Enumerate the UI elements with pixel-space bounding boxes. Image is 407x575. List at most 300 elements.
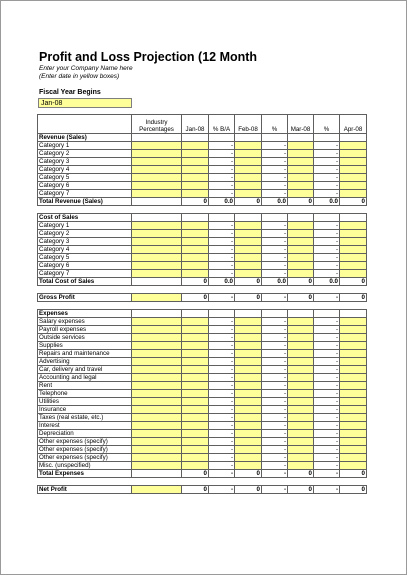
month-input[interactable] — [182, 270, 209, 278]
industry-input[interactable] — [132, 350, 182, 358]
month-input[interactable] — [340, 326, 367, 334]
expense-row — [38, 414, 367, 422]
expense-row — [38, 382, 367, 390]
month-input[interactable] — [235, 318, 262, 326]
month-input[interactable] — [235, 262, 262, 270]
month-input[interactable] — [235, 342, 262, 350]
month-input[interactable] — [288, 454, 314, 462]
section-header: Cost of Sales — [38, 214, 132, 222]
percent-cell: - — [209, 350, 235, 358]
spacer-cell — [235, 478, 262, 486]
month-input[interactable] — [235, 414, 262, 422]
month-input[interactable] — [340, 422, 367, 430]
month-input[interactable] — [288, 254, 314, 262]
percent-cell: - — [262, 158, 288, 166]
empty-cell — [209, 134, 235, 142]
month-input[interactable] — [288, 390, 314, 398]
percent-cell: - — [262, 422, 288, 430]
percent-cell: - — [209, 334, 235, 342]
month-input[interactable] — [340, 246, 367, 254]
month-input[interactable] — [182, 254, 209, 262]
expense-row — [38, 366, 367, 374]
percent-cell: - — [314, 230, 340, 238]
month-input[interactable] — [340, 350, 367, 358]
month-input[interactable] — [182, 438, 209, 446]
month-input[interactable] — [340, 254, 367, 262]
empty-cell — [262, 134, 288, 142]
header-mar: Mar-08 — [288, 115, 314, 134]
month-input[interactable] — [235, 398, 262, 406]
industry-input[interactable] — [132, 414, 182, 422]
percent-cell: - — [262, 326, 288, 334]
month-input[interactable] — [182, 158, 209, 166]
percent-cell: - — [262, 414, 288, 422]
percent-cell: - — [209, 454, 235, 462]
month-input[interactable] — [288, 158, 314, 166]
total-percent: - — [262, 470, 288, 478]
spacer-cell — [38, 302, 132, 310]
month-input[interactable] — [340, 150, 367, 158]
total-value: 0 — [288, 294, 314, 302]
month-input[interactable] — [340, 334, 367, 342]
month-input[interactable] — [340, 238, 367, 246]
month-input[interactable] — [340, 230, 367, 238]
month-input[interactable] — [288, 238, 314, 246]
month-input[interactable] — [288, 374, 314, 382]
month-input[interactable] — [340, 382, 367, 390]
month-input[interactable] — [288, 230, 314, 238]
total-percent: - — [262, 294, 288, 302]
month-input[interactable] — [288, 430, 314, 438]
row-label: Category 6 — [38, 262, 132, 270]
percent-cell: - — [209, 142, 235, 150]
industry-input[interactable] — [132, 334, 182, 342]
total-value: 0 — [182, 486, 209, 494]
month-input[interactable] — [340, 454, 367, 462]
row-label: Payroll expenses — [38, 326, 132, 334]
header-industry: Industry — [145, 119, 168, 126]
empty-cell — [340, 214, 367, 222]
month-input[interactable] — [182, 326, 209, 334]
month-input[interactable] — [288, 142, 314, 150]
total-percent: 0.0 — [314, 278, 340, 286]
section-header-row — [38, 134, 367, 142]
row-label: Accounting and legal — [38, 374, 132, 382]
revenue-row — [38, 158, 367, 166]
industry-input[interactable] — [132, 182, 182, 190]
revenue-row — [38, 150, 367, 158]
percent-cell: - — [262, 382, 288, 390]
month-input[interactable] — [288, 190, 314, 198]
month-input[interactable] — [235, 374, 262, 382]
empty-cell — [314, 134, 340, 142]
month-input[interactable] — [340, 446, 367, 454]
month-input[interactable] — [235, 390, 262, 398]
spacer-cell — [288, 286, 314, 294]
month-input[interactable] — [288, 406, 314, 414]
month-input[interactable] — [340, 142, 367, 150]
percent-cell: - — [262, 342, 288, 350]
month-input[interactable] — [182, 342, 209, 350]
industry-input[interactable] — [132, 318, 182, 326]
industry-input[interactable] — [132, 390, 182, 398]
spacer-cell — [209, 478, 235, 486]
spacer-cell — [314, 478, 340, 486]
spacer-row — [38, 206, 367, 214]
month-input[interactable] — [182, 182, 209, 190]
month-input[interactable] — [288, 334, 314, 342]
row-label: Other expenses (specify) — [38, 446, 132, 454]
industry-input[interactable] — [132, 230, 182, 238]
spacer-cell — [314, 286, 340, 294]
total-percent: 0.0 — [209, 278, 235, 286]
percent-cell: - — [209, 438, 235, 446]
month-input[interactable] — [235, 150, 262, 158]
percent-cell: - — [314, 358, 340, 366]
month-input[interactable] — [288, 414, 314, 422]
industry-input[interactable] — [132, 254, 182, 262]
industry-input[interactable] — [132, 446, 182, 454]
total-percent: 0.0 — [314, 198, 340, 206]
expense-row — [38, 438, 367, 446]
month-input[interactable] — [288, 270, 314, 278]
row-label: Utilities — [38, 398, 132, 406]
month-input[interactable] — [235, 142, 262, 150]
month-input[interactable] — [340, 430, 367, 438]
month-input[interactable] — [235, 166, 262, 174]
month-input[interactable] — [340, 158, 367, 166]
percent-cell: - — [209, 318, 235, 326]
empty-cell — [340, 134, 367, 142]
month-input[interactable] — [340, 406, 367, 414]
cost-row — [38, 246, 367, 254]
month-input[interactable] — [340, 318, 367, 326]
month-input[interactable] — [288, 174, 314, 182]
month-input[interactable] — [235, 446, 262, 454]
percent-cell: - — [314, 454, 340, 462]
row-label: Category 7 — [38, 270, 132, 278]
revenue-row — [38, 166, 367, 174]
expense-row — [38, 318, 367, 326]
industry-input[interactable] — [132, 430, 182, 438]
industry-input[interactable] — [132, 174, 182, 182]
month-input[interactable] — [182, 422, 209, 430]
month-input[interactable] — [235, 174, 262, 182]
month-input[interactable] — [288, 222, 314, 230]
total-percent: - — [209, 470, 235, 478]
month-input[interactable] — [340, 398, 367, 406]
month-input[interactable] — [235, 190, 262, 198]
spacer-cell — [288, 206, 314, 214]
spacer-cell — [209, 286, 235, 294]
industry-input[interactable] — [132, 326, 182, 334]
month-input[interactable] — [340, 462, 367, 470]
month-input[interactable] — [235, 334, 262, 342]
month-input[interactable] — [182, 374, 209, 382]
month-input[interactable] — [182, 462, 209, 470]
section-header: Revenue (Sales) — [38, 134, 132, 142]
month-input[interactable] — [235, 230, 262, 238]
expense-row — [38, 374, 367, 382]
gross-profit-row — [38, 294, 367, 302]
spacer-cell — [182, 302, 209, 310]
month-input[interactable] — [235, 366, 262, 374]
month-input[interactable] — [235, 406, 262, 414]
month-input[interactable] — [182, 334, 209, 342]
month-input[interactable] — [288, 358, 314, 366]
month-input[interactable] — [182, 142, 209, 150]
industry-input[interactable] — [132, 270, 182, 278]
month-input[interactable] — [235, 462, 262, 470]
month-input[interactable] — [340, 190, 367, 198]
revenue-row — [38, 142, 367, 150]
percent-cell: - — [262, 430, 288, 438]
industry-input[interactable] — [132, 262, 182, 270]
industry-input[interactable] — [132, 454, 182, 462]
percent-cell: - — [262, 454, 288, 462]
month-input[interactable] — [288, 438, 314, 446]
month-input[interactable] — [340, 166, 367, 174]
month-input[interactable] — [235, 238, 262, 246]
percent-cell: - — [314, 222, 340, 230]
month-input[interactable] — [182, 318, 209, 326]
revenue-row — [38, 174, 367, 182]
month-input[interactable] — [235, 246, 262, 254]
month-input[interactable] — [235, 182, 262, 190]
month-input[interactable] — [288, 318, 314, 326]
percent-cell: - — [209, 422, 235, 430]
month-input[interactable] — [288, 182, 314, 190]
total-value: 0 — [340, 294, 367, 302]
header-label-cell — [38, 115, 132, 134]
month-input[interactable] — [288, 262, 314, 270]
month-input[interactable] — [182, 446, 209, 454]
section-header-row — [38, 214, 367, 222]
industry-input[interactable] — [132, 438, 182, 446]
month-input[interactable] — [235, 350, 262, 358]
row-label: Category 2 — [38, 230, 132, 238]
percent-cell: - — [314, 238, 340, 246]
spacer-cell — [340, 206, 367, 214]
month-input[interactable] — [182, 190, 209, 198]
industry-input[interactable] — [132, 406, 182, 414]
month-input[interactable] — [340, 182, 367, 190]
month-input[interactable] — [288, 462, 314, 470]
month-input[interactable] — [182, 382, 209, 390]
spacer-cell — [262, 206, 288, 214]
percent-cell: - — [262, 398, 288, 406]
month-input[interactable] — [288, 326, 314, 334]
month-input[interactable] — [235, 422, 262, 430]
month-input[interactable] — [235, 358, 262, 366]
spacer-cell — [288, 302, 314, 310]
industry-input[interactable] — [132, 366, 182, 374]
total-percent: - — [209, 294, 235, 302]
month-input[interactable] — [182, 358, 209, 366]
empty-cell — [314, 310, 340, 318]
row-label: Insurance — [38, 406, 132, 414]
month-input[interactable] — [288, 382, 314, 390]
industry-input[interactable] — [132, 166, 182, 174]
total-value: 0 — [288, 278, 314, 286]
projection-table — [37, 114, 367, 494]
month-input[interactable] — [235, 438, 262, 446]
month-input[interactable] — [340, 262, 367, 270]
month-input[interactable] — [182, 366, 209, 374]
month-input[interactable] — [340, 390, 367, 398]
row-label: Salary expenses — [38, 318, 132, 326]
percent-cell: - — [209, 462, 235, 470]
month-input[interactable] — [182, 166, 209, 174]
revenue-row — [38, 190, 367, 198]
row-label: Other expenses (specify) — [38, 454, 132, 462]
percent-cell: - — [314, 318, 340, 326]
industry-input[interactable] — [132, 150, 182, 158]
month-input[interactable] — [235, 454, 262, 462]
industry-input[interactable] — [132, 358, 182, 366]
month-input[interactable] — [182, 414, 209, 422]
expense-row — [38, 350, 367, 358]
month-input[interactable] — [235, 382, 262, 390]
percent-cell: - — [314, 270, 340, 278]
industry-cell[interactable] — [132, 486, 182, 494]
month-input[interactable] — [235, 430, 262, 438]
month-input[interactable] — [182, 238, 209, 246]
month-input[interactable] — [182, 430, 209, 438]
empty-cell — [235, 310, 262, 318]
percent-cell: - — [314, 142, 340, 150]
month-input[interactable] — [288, 398, 314, 406]
month-input[interactable] — [182, 262, 209, 270]
industry-input[interactable] — [132, 398, 182, 406]
row-label: Taxes (real estate, etc.) — [38, 414, 132, 422]
month-input[interactable] — [235, 158, 262, 166]
row-label: Category 1 — [38, 142, 132, 150]
fiscal-year-input[interactable]: Jan-08 — [38, 98, 132, 108]
total-value: 0 — [235, 486, 262, 494]
total-value: 0 — [340, 278, 367, 286]
month-input[interactable] — [340, 366, 367, 374]
month-input[interactable] — [288, 150, 314, 158]
month-input[interactable] — [288, 350, 314, 358]
industry-input[interactable] — [132, 342, 182, 350]
month-input[interactable] — [340, 358, 367, 366]
percent-cell: - — [314, 182, 340, 190]
total-value: 0 — [235, 278, 262, 286]
month-input[interactable] — [182, 406, 209, 414]
spacer-row — [38, 286, 367, 294]
spacer-cell — [288, 478, 314, 486]
percent-cell: - — [209, 174, 235, 182]
row-label: Car, delivery and travel — [38, 366, 132, 374]
empty-cell — [262, 214, 288, 222]
percent-cell: - — [209, 374, 235, 382]
industry-input[interactable] — [132, 246, 182, 254]
month-input[interactable] — [340, 342, 367, 350]
industry-input[interactable] — [132, 462, 182, 470]
month-input[interactable] — [340, 438, 367, 446]
industry-input[interactable] — [132, 422, 182, 430]
spacer-cell — [340, 302, 367, 310]
industry-input[interactable] — [132, 222, 182, 230]
month-input[interactable] — [340, 270, 367, 278]
month-input[interactable] — [182, 350, 209, 358]
industry-input[interactable] — [132, 238, 182, 246]
month-input[interactable] — [340, 174, 367, 182]
month-input[interactable] — [182, 398, 209, 406]
industry-input[interactable] — [132, 374, 182, 382]
total-percent: - — [314, 486, 340, 494]
total-value: 0 — [288, 486, 314, 494]
row-label: Category 5 — [38, 254, 132, 262]
month-input[interactable] — [340, 414, 367, 422]
month-input[interactable] — [340, 222, 367, 230]
percent-cell: - — [209, 254, 235, 262]
section-header: Expenses — [38, 310, 132, 318]
row-label: Advertising — [38, 358, 132, 366]
month-input[interactable] — [235, 222, 262, 230]
empty-cell — [235, 134, 262, 142]
percent-cell: - — [262, 406, 288, 414]
percent-cell: - — [262, 374, 288, 382]
header-pct_ba: % B/A — [209, 115, 235, 134]
industry-input[interactable] — [132, 142, 182, 150]
month-input[interactable] — [340, 374, 367, 382]
month-input[interactable] — [235, 270, 262, 278]
industry-input[interactable] — [132, 158, 182, 166]
month-input[interactable] — [182, 246, 209, 254]
cost-row — [38, 270, 367, 278]
percent-cell: - — [262, 262, 288, 270]
month-input[interactable] — [288, 422, 314, 430]
month-input[interactable] — [235, 254, 262, 262]
month-input[interactable] — [288, 366, 314, 374]
month-input[interactable] — [288, 342, 314, 350]
date-hint: (Enter date in yellow boxes) — [39, 73, 120, 80]
month-input[interactable] — [182, 454, 209, 462]
month-input[interactable] — [182, 230, 209, 238]
row-label: Category 4 — [38, 166, 132, 174]
month-input[interactable] — [288, 246, 314, 254]
month-input[interactable] — [288, 166, 314, 174]
header-pct2: % — [314, 115, 340, 134]
expense-row — [38, 446, 367, 454]
total-value: 0 — [235, 198, 262, 206]
month-input[interactable] — [182, 150, 209, 158]
industry-cell — [132, 278, 182, 286]
percent-cell: - — [314, 158, 340, 166]
month-input[interactable] — [235, 326, 262, 334]
percent-cell: - — [262, 390, 288, 398]
industry-input[interactable] — [132, 190, 182, 198]
percent-cell: - — [314, 398, 340, 406]
row-label: Category 2 — [38, 150, 132, 158]
row-label: Depreciation — [38, 430, 132, 438]
row-label: Category 1 — [38, 222, 132, 230]
month-input[interactable] — [182, 174, 209, 182]
total-value: 0 — [182, 470, 209, 478]
total-percent: 0.0 — [262, 278, 288, 286]
month-input[interactable] — [182, 222, 209, 230]
industry-cell[interactable] — [132, 294, 182, 302]
percent-cell: - — [209, 366, 235, 374]
month-input[interactable] — [288, 446, 314, 454]
spacer-cell — [182, 478, 209, 486]
month-input[interactable] — [182, 390, 209, 398]
spacer-cell — [262, 478, 288, 486]
spacer-row — [38, 478, 367, 486]
industry-input[interactable] — [132, 382, 182, 390]
